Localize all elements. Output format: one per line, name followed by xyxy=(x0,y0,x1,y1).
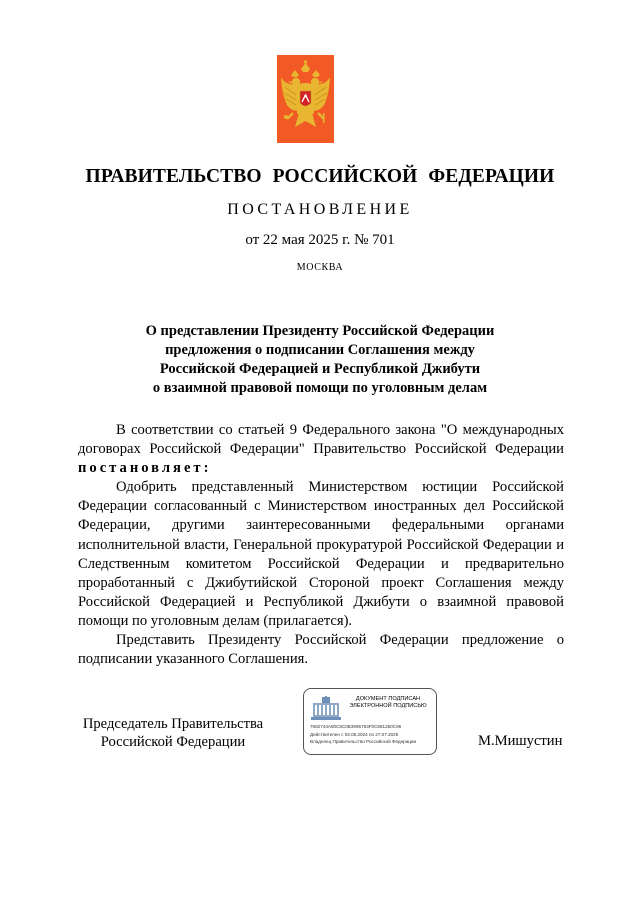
decree-word: постановляет: xyxy=(78,460,212,477)
signer-position-line: Российской Федерации xyxy=(100,734,246,750)
coat-of-arms-icon xyxy=(277,55,334,143)
subject-line: о взаимной правовой помощи по уголовным делам xyxy=(152,380,488,396)
document-subject xyxy=(0,322,640,398)
government-building-icon xyxy=(311,696,341,722)
stamp-heading-line: ДОКУМЕНТ ПОДПИСАН xyxy=(355,696,421,702)
certificate-number: 7682744A80C8C0B3996783F0C881250C96 xyxy=(310,724,402,729)
signer-name: М.Мишустин xyxy=(478,733,563,749)
document-body xyxy=(78,421,564,669)
document-type: ПОСТАНОВЛЕНИЕ xyxy=(227,201,413,218)
clause-2: Представить Президенту Российской Федерации предложение о подписании указанного Соглашения. xyxy=(78,632,564,668)
government-title: ПРАВИТЕЛЬСТВО РОССИЙСКОЙ ФЕДЕРАЦИИ xyxy=(85,166,555,187)
date-number: от 22 мая 2025 г. № 701 xyxy=(245,232,395,248)
preamble-paragraph xyxy=(78,421,564,478)
city: МОСКВА xyxy=(296,262,344,273)
signer-position-line: Председатель Правительства xyxy=(82,716,264,732)
preamble-text: В соответствии со статьей 9 Федерального закона "О международных договорах Российской Федерации" Правительство Российской Федерации xyxy=(78,422,564,458)
signer-position xyxy=(78,715,268,751)
clause-1: Одобрить представленный Министерством юстиции Российской Федерации согласованный с Министерством иностранных дел Российской Федерации, другими заинтересованными федеральными органами исполнительной власти, Генеральной прокуратурой Российской Федерации и Следственным комитетом Российской Федерации и предварительно проработанный с Джибутийской Стороной проект Соглашения между Российской Федерацией и Республикой Джибути о взаимной правовой помощи по уголовным делам (прилагается). xyxy=(78,479,564,629)
stamp-heading xyxy=(344,696,432,710)
subject-line: О представлении Президенту Российской Федерации xyxy=(145,323,495,339)
electronic-signature-stamp xyxy=(303,688,437,755)
subject-line: предложения о подписании Соглашения между xyxy=(165,342,475,358)
certificate-validity: Действителен с 03.05.2024 по 27.07.2025 xyxy=(310,732,399,737)
subject-line: Российской Федерацией и Республикой Джибути xyxy=(159,361,481,377)
certificate-owner: Владелец Правительство Российской Федерации xyxy=(310,739,417,744)
stamp-heading-line: ЭЛЕКТРОННОЙ ПОДПИСЬЮ xyxy=(349,703,427,709)
